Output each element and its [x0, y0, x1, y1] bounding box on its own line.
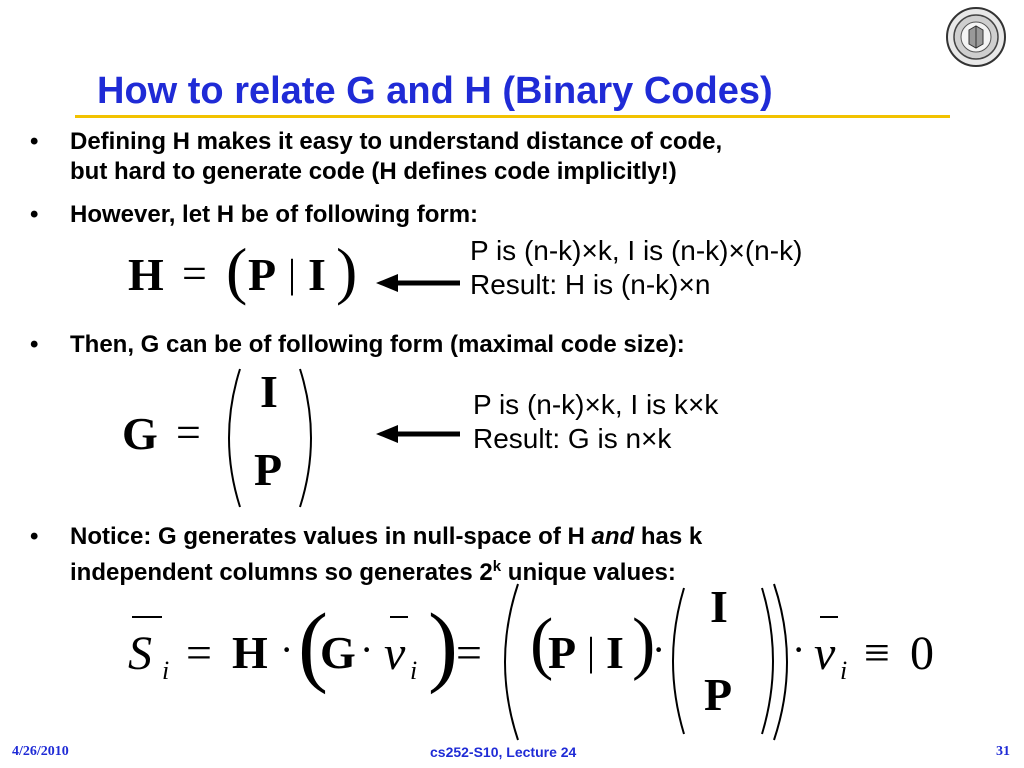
- h-symbol: H: [232, 627, 268, 678]
- syndrome-equation: [120, 581, 950, 748]
- bullet-item: [30, 330, 1010, 360]
- v-subscript: i: [840, 656, 848, 685]
- g-note-line: Result: G is n×k: [473, 423, 672, 454]
- left-paren: (: [530, 605, 554, 682]
- dot-operator: ·: [360, 627, 374, 672]
- notice-text-end: has k: [634, 523, 703, 550]
- left-arrow-icon: [376, 423, 462, 445]
- matrix-bottom-entry: P: [254, 444, 283, 495]
- g-note: [473, 388, 718, 456]
- overbar: [132, 616, 162, 618]
- university-seal-icon: [945, 6, 1007, 68]
- i-symbol: I: [606, 627, 624, 678]
- s-subscript: i: [162, 656, 170, 685]
- right-paren: ): [336, 235, 358, 306]
- right-paren: ): [632, 605, 656, 682]
- g-equation: [122, 365, 322, 515]
- separator-bar: |: [587, 629, 596, 674]
- bullet-item: [30, 200, 1010, 230]
- h-note-line: P is (n-k)×k, I is (n-k)×(n-k): [470, 235, 803, 266]
- g-symbol: G: [320, 627, 356, 678]
- equals-sign: =: [182, 249, 207, 298]
- bullet-text-line: Defining H makes it easy to understand distance of code,: [70, 128, 723, 155]
- right-paren: ): [428, 596, 458, 695]
- bullet-item: [30, 522, 1010, 586]
- dot-operator: ·: [280, 627, 294, 672]
- g-symbol: G: [122, 408, 158, 459]
- separator-bar: |: [288, 251, 297, 296]
- matrix-bottom-entry: P: [704, 669, 733, 720]
- columns-text: independent columns so generates 2: [70, 559, 493, 586]
- equivalence-sign: ≡: [864, 627, 890, 678]
- p-symbol: P: [248, 249, 277, 300]
- zero-symbol: 0: [910, 627, 934, 680]
- g-note-line: P is (n-k)×k, I is k×k: [473, 389, 719, 420]
- i-symbol: I: [308, 249, 326, 300]
- equals-sign: =: [186, 627, 212, 678]
- left-arrow-icon: [376, 272, 462, 294]
- bullet-item: [30, 127, 1010, 187]
- footer-date: 4/26/2010: [12, 744, 69, 759]
- bullet-marker: •: [30, 523, 39, 550]
- footer-page-number: 31: [996, 744, 1010, 759]
- bullet-marker: •: [30, 331, 39, 358]
- overbar: [820, 616, 838, 618]
- equals-sign: =: [176, 408, 201, 457]
- emphasis-and: and: [591, 523, 635, 550]
- overbar: [390, 616, 408, 618]
- matrix-top-entry: I: [260, 366, 278, 417]
- notice-text: Notice: G generates values in null-space of H: [70, 523, 592, 550]
- left-paren: (: [226, 235, 248, 306]
- dot-operator: ·: [792, 627, 806, 672]
- v-symbol: v: [384, 627, 406, 680]
- slide-title: How to relate G and H (Binary Codes): [97, 70, 773, 112]
- bullet-marker: •: [30, 128, 39, 155]
- h-note-line: Result: H is (n-k)×n: [470, 269, 711, 300]
- v-subscript: i: [410, 656, 418, 685]
- left-paren: (: [298, 596, 328, 695]
- h-equation: [128, 235, 368, 310]
- v-symbol: v: [814, 627, 836, 680]
- p-symbol: P: [548, 627, 577, 678]
- bullet-text-line: However, let H be of following form:: [70, 201, 479, 228]
- exponent-k: k: [492, 558, 502, 575]
- dot-operator: ·: [652, 627, 666, 672]
- h-note: [470, 234, 802, 302]
- footer-course: cs252-S10, Lecture 24: [430, 744, 577, 760]
- bullet-marker: •: [30, 201, 39, 228]
- bullet-text-line: [70, 522, 702, 552]
- title-underline: [75, 115, 950, 118]
- bullet-text-line: Then, G can be of following form (maximal code size):: [70, 331, 685, 358]
- s-symbol: S: [128, 627, 152, 680]
- equals-sign: =: [456, 627, 482, 678]
- bullet-text-line: but hard to generate code (H defines code implicitly!): [70, 158, 677, 185]
- columns-text-end: unique values:: [501, 559, 676, 586]
- matrix-top-entry: I: [710, 581, 728, 632]
- h-symbol: H: [128, 249, 164, 300]
